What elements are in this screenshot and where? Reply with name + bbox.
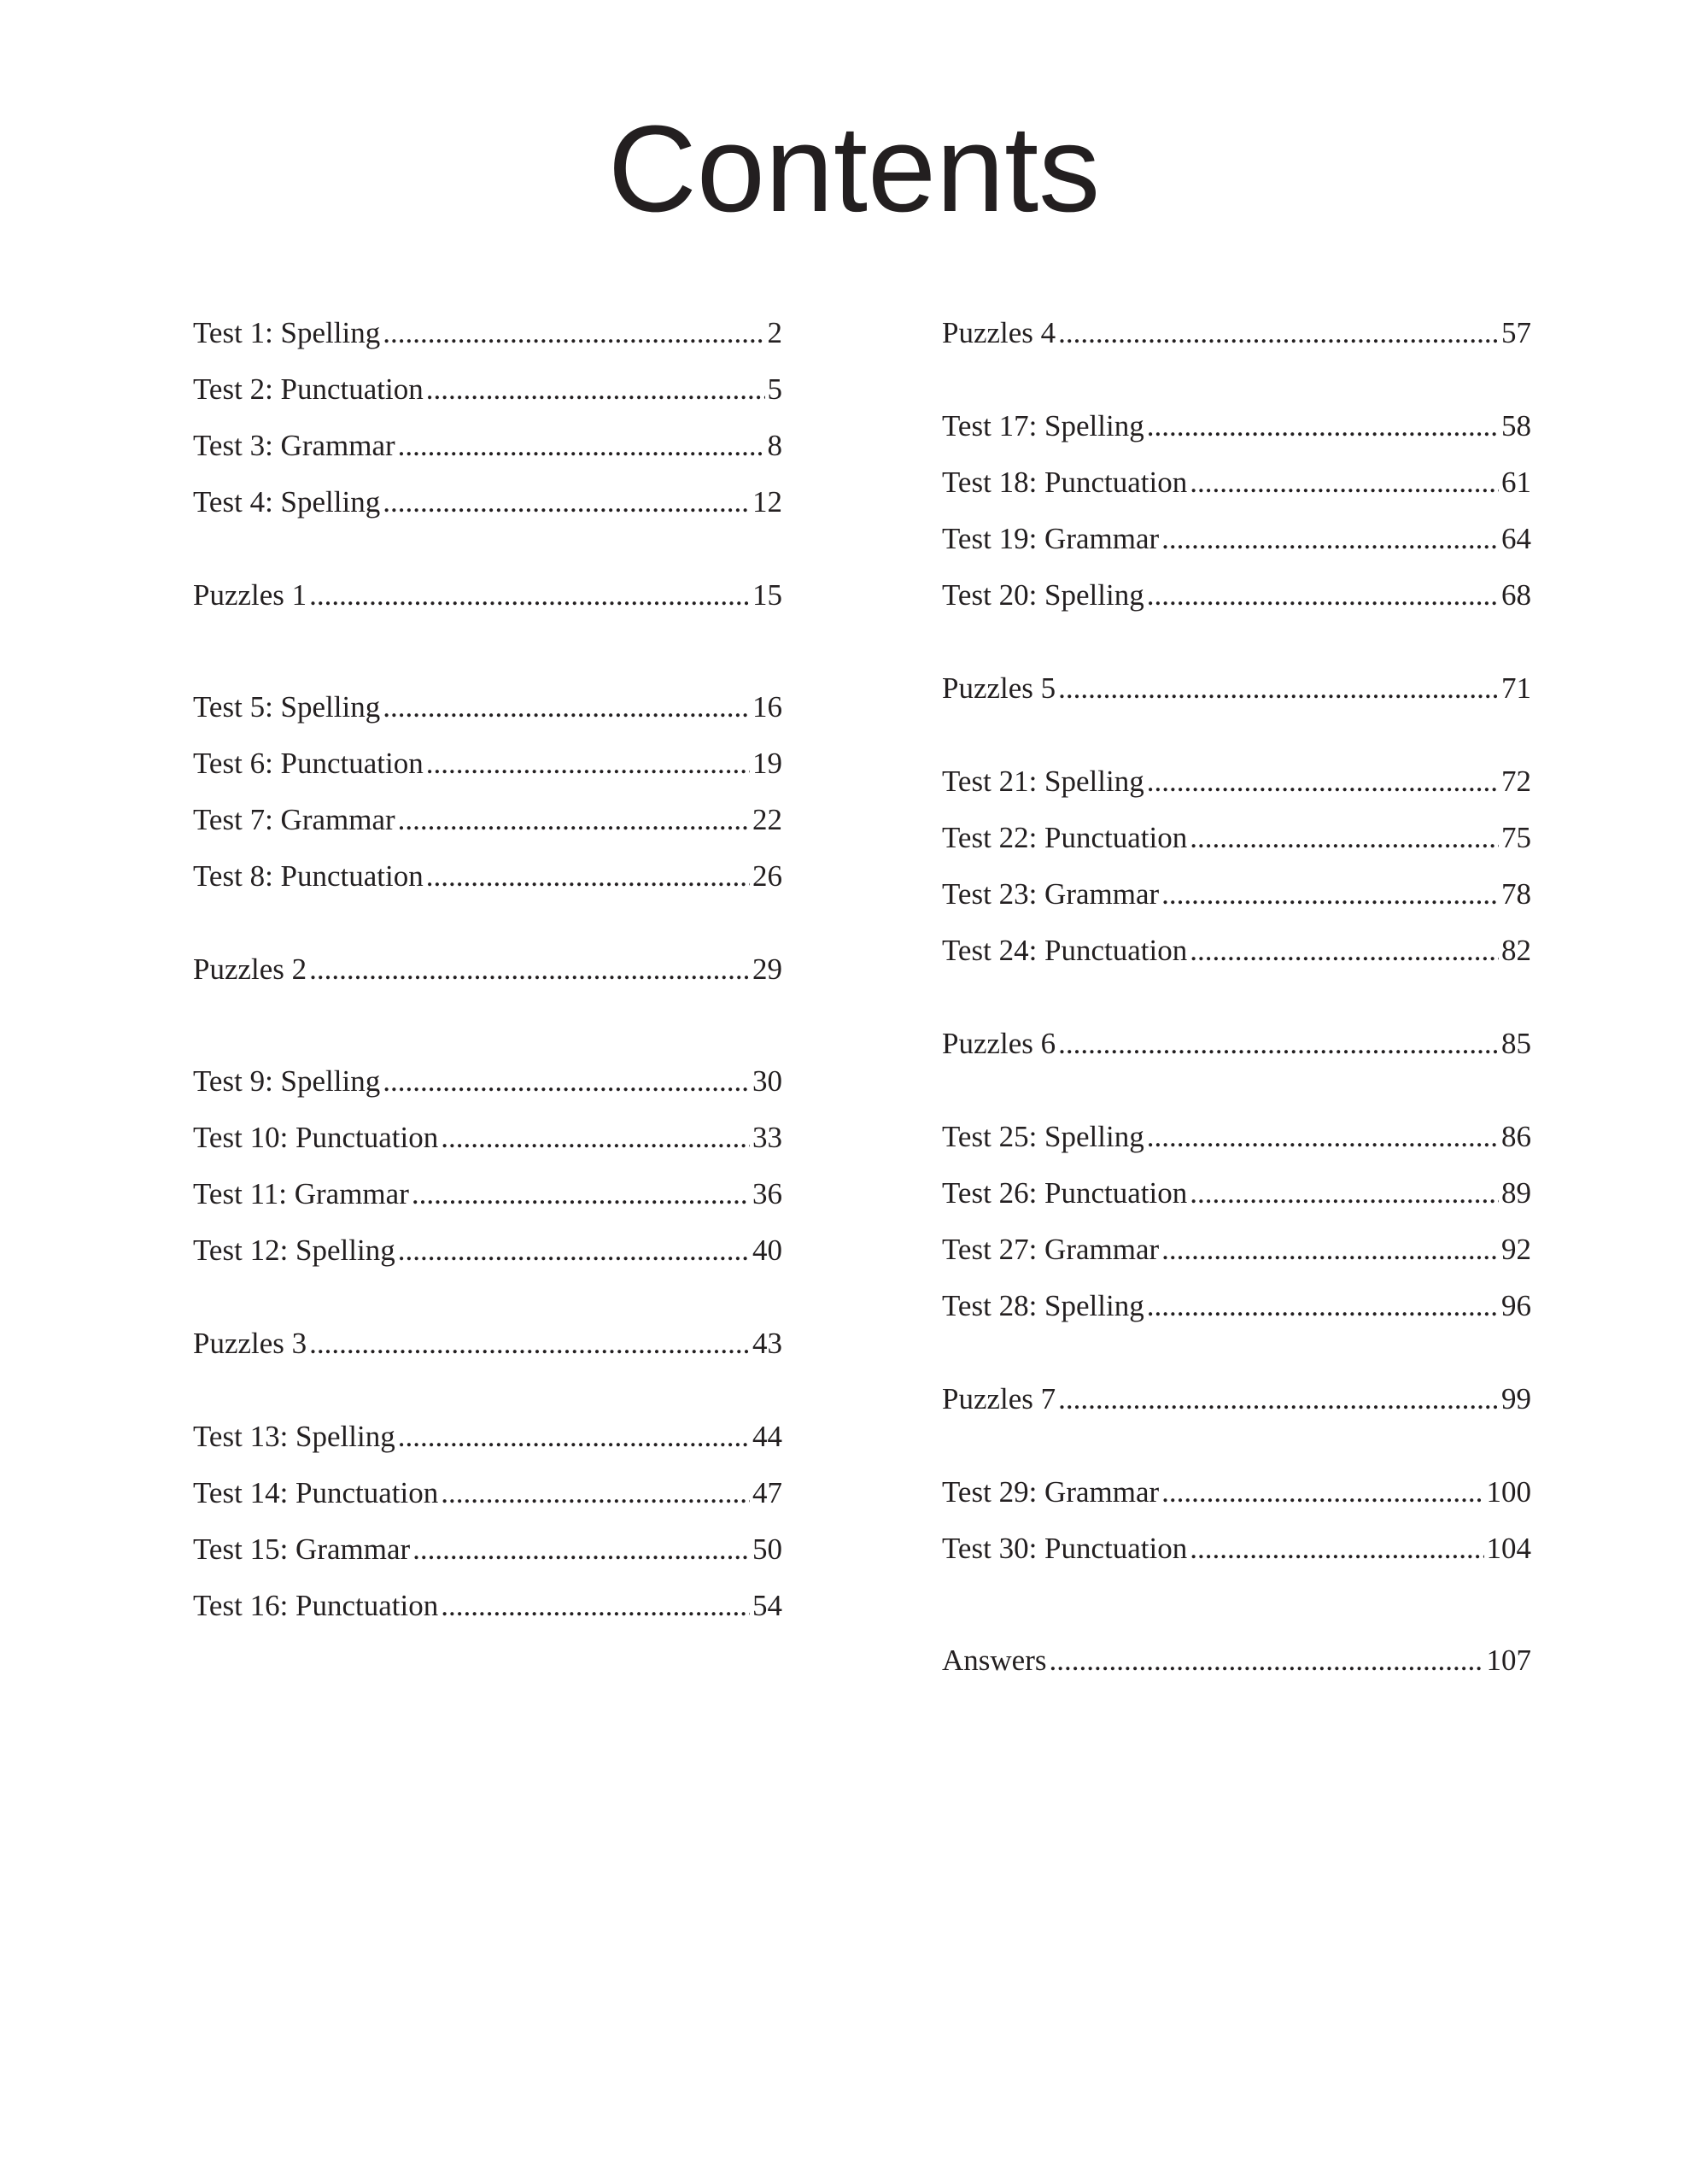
dot-leader [383, 312, 764, 355]
toc-entry-label: Test 8: Punctuation [193, 859, 424, 893]
toc-entry[interactable] [942, 817, 1531, 859]
toc-entry[interactable] [193, 1585, 782, 1627]
toc-entry[interactable] [942, 405, 1531, 448]
toc-entry-page: 85 [1501, 1027, 1531, 1060]
toc-entry[interactable] [193, 1415, 782, 1458]
toc-entry[interactable] [193, 425, 782, 467]
toc-entry-page: 107 [1486, 1644, 1531, 1677]
dot-leader [1147, 760, 1499, 803]
dot-leader [426, 368, 765, 411]
dot-leader [426, 742, 750, 785]
toc-entry[interactable] [193, 481, 782, 524]
dot-leader [383, 1060, 750, 1103]
toc-entry[interactable] [942, 929, 1531, 972]
toc-entry-label: Test 27: Grammar [942, 1233, 1160, 1266]
toc-entry-label: Puzzles 6 [942, 1027, 1056, 1060]
toc-entry[interactable] [942, 1023, 1531, 1065]
dot-leader [1190, 929, 1499, 972]
toc-entry-label: Test 4: Spelling [193, 485, 381, 519]
toc-entry-label: Puzzles 2 [193, 952, 307, 986]
toc-entry[interactable] [942, 312, 1531, 355]
dot-leader [383, 481, 750, 524]
toc-entry-page: 29 [752, 952, 782, 986]
toc-entry[interactable] [942, 1285, 1531, 1327]
dot-leader [412, 1173, 750, 1216]
toc-entry-label: Test 10: Punctuation [193, 1121, 439, 1154]
dot-leader [1147, 1116, 1499, 1158]
toc-entry-label: Test 18: Punctuation [942, 466, 1188, 499]
toc-entry-page: 61 [1501, 466, 1531, 499]
dot-leader [1161, 873, 1499, 916]
toc-entry[interactable] [193, 742, 782, 785]
toc-entry-label: Test 28: Spelling [942, 1289, 1144, 1322]
toc-entry-label: Test 9: Spelling [193, 1064, 381, 1098]
toc-entry-page: 22 [752, 803, 782, 836]
dot-leader [1190, 1527, 1483, 1570]
toc-entry[interactable] [942, 1378, 1531, 1421]
toc-entry[interactable] [193, 1528, 782, 1571]
toc-entry[interactable] [942, 1639, 1531, 1682]
dot-leader [1147, 574, 1499, 617]
toc-entry[interactable] [193, 855, 782, 898]
dot-leader [309, 1322, 750, 1365]
toc-entry-label: Test 11: Grammar [193, 1177, 409, 1210]
toc-entry-page: 99 [1501, 1382, 1531, 1415]
toc-entry[interactable] [193, 948, 782, 991]
dot-leader [398, 1415, 750, 1458]
toc-entry-label: Test 25: Spelling [942, 1120, 1144, 1153]
toc-entry-label: Test 23: Grammar [942, 877, 1160, 911]
toc-entry-page: 26 [752, 859, 782, 893]
dot-leader [398, 425, 765, 467]
toc-entry[interactable] [193, 1060, 782, 1103]
toc-entry-label: Test 20: Spelling [942, 578, 1144, 612]
toc-entry-label: Test 2: Punctuation [193, 372, 424, 406]
toc-entry-label: Test 12: Spelling [193, 1234, 395, 1267]
dot-leader [398, 799, 750, 841]
toc-entry-label: Test 24: Punctuation [942, 934, 1188, 967]
toc-entry-page: 75 [1501, 821, 1531, 854]
toc-entry-page: 50 [752, 1532, 782, 1566]
toc-entry-page: 5 [767, 372, 782, 406]
toc-entry[interactable] [942, 574, 1531, 617]
dot-leader [412, 1528, 750, 1571]
toc-entry-page: 30 [752, 1064, 782, 1098]
dot-leader [1058, 667, 1499, 710]
toc-entry[interactable] [193, 1322, 782, 1365]
dot-leader [1058, 1023, 1499, 1065]
toc-entry-page: 57 [1501, 316, 1531, 349]
toc-entry[interactable] [942, 873, 1531, 916]
dot-leader [1190, 461, 1499, 504]
dot-leader [383, 686, 750, 729]
toc-entry-label: Test 15: Grammar [193, 1532, 411, 1566]
toc-entry[interactable] [193, 799, 782, 841]
dot-leader [1058, 1378, 1499, 1421]
toc-entry-label: Test 13: Spelling [193, 1420, 395, 1453]
dot-leader [1161, 1471, 1483, 1514]
dot-leader [398, 1229, 750, 1272]
dot-leader [1058, 312, 1499, 355]
toc-entry-label: Test 1: Spelling [193, 316, 381, 349]
toc-entry-page: 47 [752, 1476, 782, 1509]
dot-leader [309, 948, 750, 991]
toc-entry[interactable] [193, 1116, 782, 1159]
toc-entry-page: 100 [1486, 1475, 1531, 1509]
toc-entry-label: Test 5: Spelling [193, 690, 381, 724]
toc-entry-page: 8 [767, 429, 782, 462]
toc-entry[interactable] [193, 1229, 782, 1272]
toc-entry-label: Test 3: Grammar [193, 429, 395, 462]
toc-entry-label: Puzzles 4 [942, 316, 1056, 349]
toc-entry[interactable] [942, 667, 1531, 710]
toc-entry-label: Puzzles 7 [942, 1382, 1056, 1415]
toc-entry-page: 43 [752, 1327, 782, 1360]
dot-leader [309, 574, 750, 617]
toc-entry-page: 72 [1501, 765, 1531, 798]
toc-entry-page: 82 [1501, 934, 1531, 967]
toc-entry-page: 96 [1501, 1289, 1531, 1322]
dot-leader [441, 1472, 750, 1515]
toc-entry-label: Answers [942, 1644, 1047, 1677]
dot-leader [1049, 1639, 1483, 1682]
dot-leader [1147, 1285, 1499, 1327]
dot-leader [1190, 1172, 1499, 1215]
page-title: Contents [607, 100, 1101, 237]
toc-entry-label: Puzzles 1 [193, 578, 307, 612]
toc-entry-label: Puzzles 5 [942, 671, 1056, 705]
dot-leader [441, 1585, 750, 1627]
toc-entry[interactable] [193, 686, 782, 729]
dot-leader [426, 855, 750, 898]
toc-entry-page: 86 [1501, 1120, 1531, 1153]
toc-entry-label: Test 21: Spelling [942, 765, 1144, 798]
toc-entry[interactable] [193, 368, 782, 411]
toc-entry[interactable] [942, 1228, 1531, 1271]
toc-entry-page: 12 [752, 485, 782, 519]
toc-entry-page: 54 [752, 1589, 782, 1622]
toc-entry-page: 64 [1501, 522, 1531, 555]
toc-entry-page: 71 [1501, 671, 1531, 705]
toc-entry-page: 58 [1501, 409, 1531, 442]
toc-entry[interactable] [193, 1472, 782, 1515]
toc-entry[interactable] [942, 760, 1531, 803]
toc-entry[interactable] [193, 1173, 782, 1216]
toc-entry-page: 36 [752, 1177, 782, 1210]
toc-entry[interactable] [942, 1527, 1531, 1570]
dot-leader [1147, 405, 1499, 448]
toc-entry[interactable] [942, 1116, 1531, 1158]
toc-entry-page: 33 [752, 1121, 782, 1154]
toc-entry-page: 104 [1486, 1532, 1531, 1565]
toc-entry-label: Test 17: Spelling [942, 409, 1144, 442]
toc-entry-page: 44 [752, 1420, 782, 1453]
toc-entry-label: Test 30: Punctuation [942, 1532, 1188, 1565]
toc-entry-page: 2 [767, 316, 782, 349]
toc-entry[interactable] [942, 1172, 1531, 1215]
toc-entry-label: Test 19: Grammar [942, 522, 1160, 555]
toc-entry-page: 16 [752, 690, 782, 724]
toc-entry-label: Test 22: Punctuation [942, 821, 1188, 854]
dot-leader [1161, 518, 1499, 560]
toc-entry-label: Test 16: Punctuation [193, 1589, 439, 1622]
toc-entry[interactable] [942, 1471, 1531, 1514]
toc-entry-page: 15 [752, 578, 782, 612]
toc-entry-page: 92 [1501, 1233, 1531, 1266]
toc-entry-label: Test 7: Grammar [193, 803, 395, 836]
toc-entry-label: Test 6: Punctuation [193, 747, 424, 780]
dot-leader [441, 1116, 750, 1159]
dot-leader [1190, 817, 1499, 859]
toc-entry-label: Test 14: Punctuation [193, 1476, 439, 1509]
dot-leader [1161, 1228, 1499, 1271]
toc-entry[interactable] [942, 461, 1531, 504]
toc-entry[interactable] [193, 312, 782, 355]
toc-entry-page: 40 [752, 1234, 782, 1267]
toc-entry-label: Puzzles 3 [193, 1327, 307, 1360]
toc-entry-page: 89 [1501, 1176, 1531, 1210]
toc-entry-label: Test 26: Punctuation [942, 1176, 1188, 1210]
toc-entry-page: 68 [1501, 578, 1531, 612]
toc-entry[interactable] [193, 574, 782, 617]
toc-entry-label: Test 29: Grammar [942, 1475, 1160, 1509]
toc-entry[interactable] [942, 518, 1531, 560]
toc-entry-page: 19 [752, 747, 782, 780]
toc-entry-page: 78 [1501, 877, 1531, 911]
